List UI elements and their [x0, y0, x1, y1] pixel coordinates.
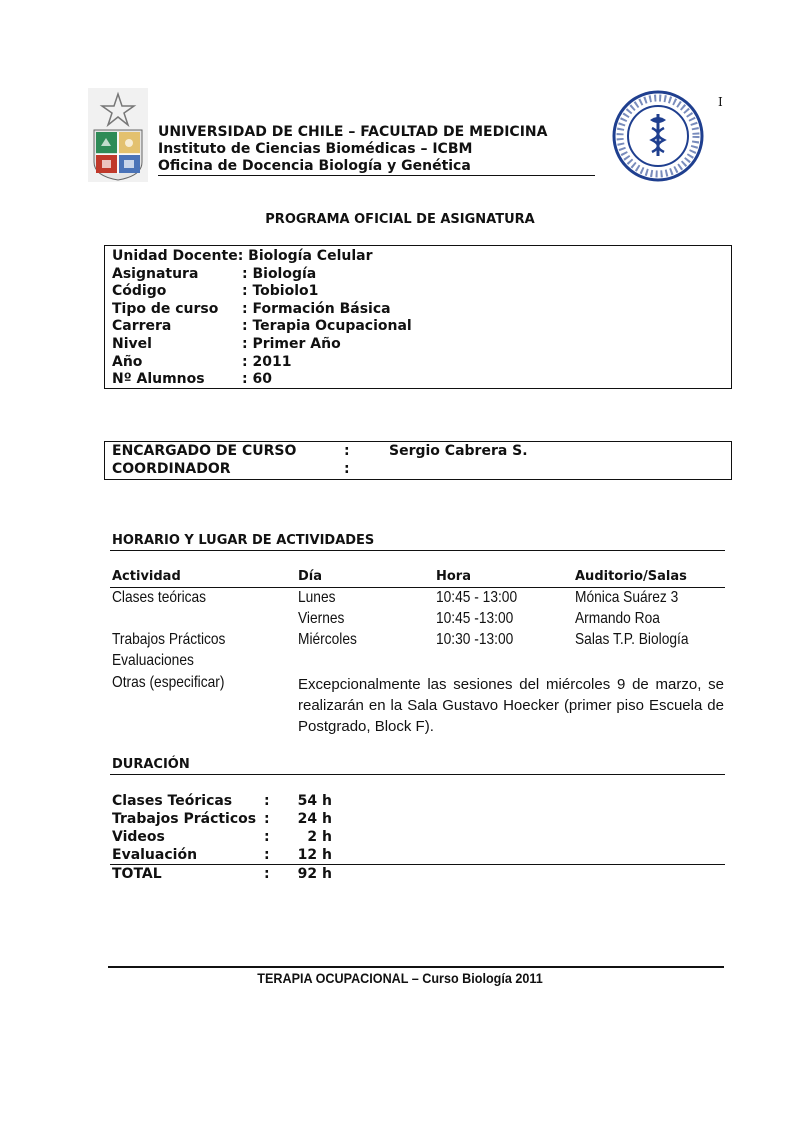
schedule-header-hora: Hora [436, 569, 471, 584]
encargado-label: ENCARGADO DE CURSO [112, 443, 297, 459]
schedule-dia: Viernes [298, 610, 345, 627]
university-coat-of-arms-logo [88, 88, 148, 182]
schedule-otras-text: Excepcionalmente las sesiones del miércoles 9 de marzo, se realizarán en la Sala Gustavo Hoecker (primer piso Escuela de Postgrado, Block F). [298, 676, 724, 735]
duration-total-value: 92 h [297, 866, 332, 882]
info-value: : 2011 [242, 353, 292, 370]
info-label: Tipo de curso [112, 300, 219, 317]
schedule-sala: Mónica Suárez 3 [575, 589, 679, 606]
schedule-header-actividad: Actividad [112, 569, 181, 584]
info-label: Nivel [112, 336, 152, 352]
schedule-title: HORARIO Y LUGAR DE ACTIVIDADES [112, 533, 375, 548]
info-label: Nº Alumnos [112, 371, 205, 388]
info-label: Unidad Docente [112, 248, 238, 264]
info-value: : Biología [242, 265, 317, 282]
page-number: I [718, 95, 723, 109]
info-label: Asignatura [112, 265, 199, 282]
page-footer: TERAPIA OCUPACIONAL – Curso Biología 2011 [257, 970, 543, 986]
schedule-dia: Lunes [298, 589, 336, 606]
encargado-value: Sergio Cabrera S. [389, 443, 528, 459]
info-label: Código [112, 283, 167, 300]
duration-label: Clases Teóricas [112, 793, 233, 809]
schedule-actividad: Evaluaciones [112, 652, 194, 669]
course-info-box [104, 245, 732, 389]
schedule-actividad: Trabajos Prácticos [112, 631, 226, 648]
schedule-actividad: Clases teóricas [112, 589, 207, 606]
icbm-seal-logo [612, 90, 704, 182]
header-office: Oficina de Docencia Biología y Genética [158, 158, 471, 174]
info-value: : 60 [242, 371, 272, 388]
staff-box [104, 441, 732, 480]
duration-value: 12 h [297, 847, 332, 863]
schedule-hora: 10:45 - 13:00 [436, 589, 518, 606]
info-value: : Biología Celular [237, 248, 373, 264]
course-info-row [112, 248, 373, 266]
duration-total-label: TOTAL [112, 866, 162, 882]
course-info-row [112, 336, 341, 354]
schedule-sala: Salas T.P. Biología [575, 631, 689, 648]
course-info-row [112, 283, 318, 301]
schedule-hora: 10:45 -13:00 [436, 610, 514, 627]
header-institute: Instituto de Ciencias Biomédicas – ICBM [158, 141, 473, 157]
duration-total-colon: : [264, 866, 270, 882]
duration-title-rule [110, 774, 725, 775]
institution-header [158, 124, 547, 175]
info-value: : Primer Año [242, 336, 341, 352]
duration-colon: : [264, 829, 270, 845]
encargado-colon: : [344, 443, 350, 459]
schedule-otras-label: Otras (especificar) [112, 674, 225, 691]
duration-colon: : [264, 811, 270, 827]
schedule-header-dia: Día [298, 569, 323, 584]
footer-divider [108, 966, 724, 968]
schedule-header-rule [110, 587, 725, 588]
course-info-row [112, 301, 391, 319]
schedule-hora: 10:30 -13:00 [436, 631, 514, 648]
duration-title: DURACIÓN [112, 757, 190, 772]
course-info-row [112, 354, 291, 372]
info-label: Año [112, 353, 143, 370]
course-info-row [112, 318, 412, 336]
info-value: : Terapia Ocupacional [242, 318, 412, 335]
info-label: Carrera [112, 318, 172, 335]
schedule-sala: Armando Roa [575, 610, 660, 627]
coordinador-colon: : [344, 461, 350, 477]
duration-colon: : [264, 793, 270, 809]
info-value: : Tobiolo1 [242, 283, 319, 300]
duration-value: 2 h [307, 829, 332, 845]
duration-label: Videos [112, 829, 165, 845]
program-title: PROGRAMA OFICIAL DE ASIGNATURA [265, 212, 535, 227]
info-value: : Formación Básica [242, 300, 391, 317]
duration-label: Trabajos Prácticos [112, 811, 257, 827]
course-info-row [112, 266, 316, 284]
course-info-row [112, 371, 272, 389]
duration-value: 54 h [297, 793, 332, 809]
schedule-dia: Miércoles [298, 631, 357, 648]
header-university: UNIVERSIDAD DE CHILE – FACULTAD DE MEDICINA [158, 124, 548, 140]
schedule-header-salas: Auditorio/Salas [575, 569, 687, 584]
duration-total-rule [110, 864, 725, 865]
coordinador-label: COORDINADOR [112, 461, 231, 477]
duration-label: Evaluación [112, 847, 198, 863]
schedule-title-rule [110, 550, 725, 551]
header-divider [158, 175, 595, 176]
duration-value: 24 h [297, 811, 332, 827]
duration-colon: : [264, 847, 270, 863]
